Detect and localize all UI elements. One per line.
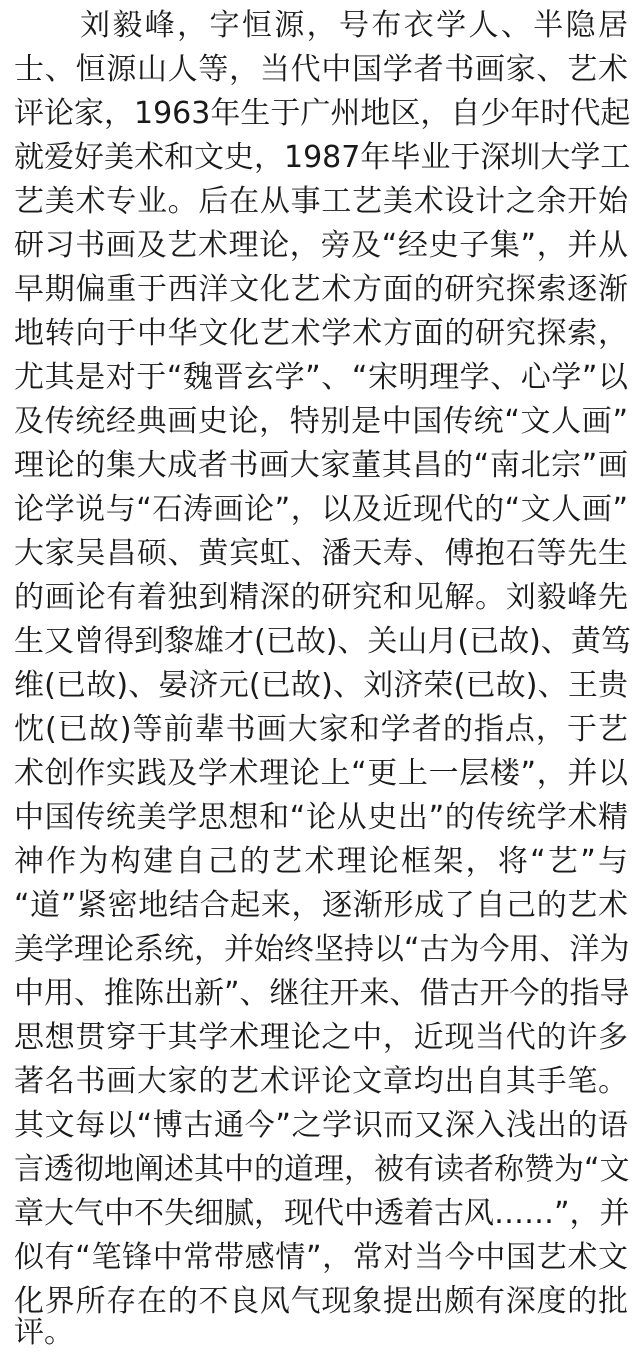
paragraph-line: 地转向于中华文化艺术学术方面的研究探索， bbox=[14, 316, 628, 351]
paragraph-line: 论学说与“石涛画论”，以及近现代的“文人画” bbox=[14, 492, 628, 527]
paragraph-line: 似有“笔锋中常带感情”，常对当今中国艺术文 bbox=[14, 1240, 628, 1275]
paragraph-line: 其文每以“博古通今”之学识而又深入浅出的语 bbox=[14, 1108, 628, 1143]
paragraph-line: 大家吴昌硕、黄宾虹、潘天寿、傅抱石等先生 bbox=[14, 536, 628, 571]
paragraph-line: 神作为构建自己的艺术理论框架，将“艺”与 bbox=[14, 844, 628, 879]
paragraph-line: 思想贯穿于其学术理论之中，近现当代的许多 bbox=[14, 1020, 628, 1055]
paragraph-line: 研习书画及艺术理论，旁及“经史子集”，并从 bbox=[14, 228, 628, 263]
paragraph-line: 尤其是对于“魏晋玄学”、“宋明理学、心学”以 bbox=[14, 360, 628, 395]
paragraph-line: 理论的集大成者书画大家董其昌的“南北宗”画 bbox=[14, 448, 628, 483]
paragraph-line: 就爱好美术和文史，1987年毕业于深圳大学工 bbox=[14, 140, 631, 175]
paragraph-line: 生又曾得到黎雄才(已故)、关山月(已故)、黄笃 bbox=[14, 624, 631, 659]
paragraph-line: 化界所存在的不良风气现象提出颇有深度的批 bbox=[14, 1284, 628, 1319]
paragraph-line: 美学理论系统，并始终坚持以“古为今用、洋为 bbox=[14, 932, 630, 967]
paragraph-line: 早期偏重于西洋文化艺术方面的研究探索逐渐 bbox=[14, 272, 628, 307]
paragraph-line: 士、恒源山人等，当代中国学者书画家、艺术 bbox=[14, 52, 628, 87]
paragraph-line: 中用、推陈出新”、继往开来、借古开今的指导 bbox=[14, 976, 630, 1011]
paragraph-line: 章大气中不失细腻，现代中透着古风……”，并 bbox=[14, 1196, 630, 1231]
paragraph-line: 评。 bbox=[14, 1315, 74, 1350]
paragraph-line: 言透彻地阐述其中的道理，被有读者称赞为“文 bbox=[14, 1152, 630, 1187]
paragraph-line: 的画论有着独到精深的研究和见解。刘毅峰先 bbox=[14, 580, 628, 615]
paragraph-line: 中国传统美学思想和“论从史出”的传统学术精 bbox=[14, 800, 628, 835]
paragraph-line: 维(已故)、晏济元(已故)、刘济荣(已故)、王贵 bbox=[14, 668, 628, 703]
paragraph-line: 术创作实践及学术理论上“更上一层楼”，并以 bbox=[14, 756, 628, 791]
paragraph-line: 及传统经典画史论，特别是中国传统“文人画” bbox=[14, 404, 628, 439]
paragraph-line: 评论家，1963年生于广州地区，自少年时代起 bbox=[14, 96, 631, 131]
paragraph-line: 艺美术专业。后在从事工艺美术设计之余开始 bbox=[14, 184, 628, 219]
paragraph-line: 著名书画大家的艺术评论文章均出自其手笔。 bbox=[14, 1064, 628, 1099]
paragraph-line: 忱(已故)等前辈书画大家和学者的指点，于艺 bbox=[14, 712, 628, 747]
paragraph-line: “道”紧密地结合起来，逐渐形成了自己的艺术 bbox=[14, 888, 628, 923]
paragraph-line: 刘毅峰，字恒源，号布衣学人、半隐居 bbox=[80, 8, 628, 43]
